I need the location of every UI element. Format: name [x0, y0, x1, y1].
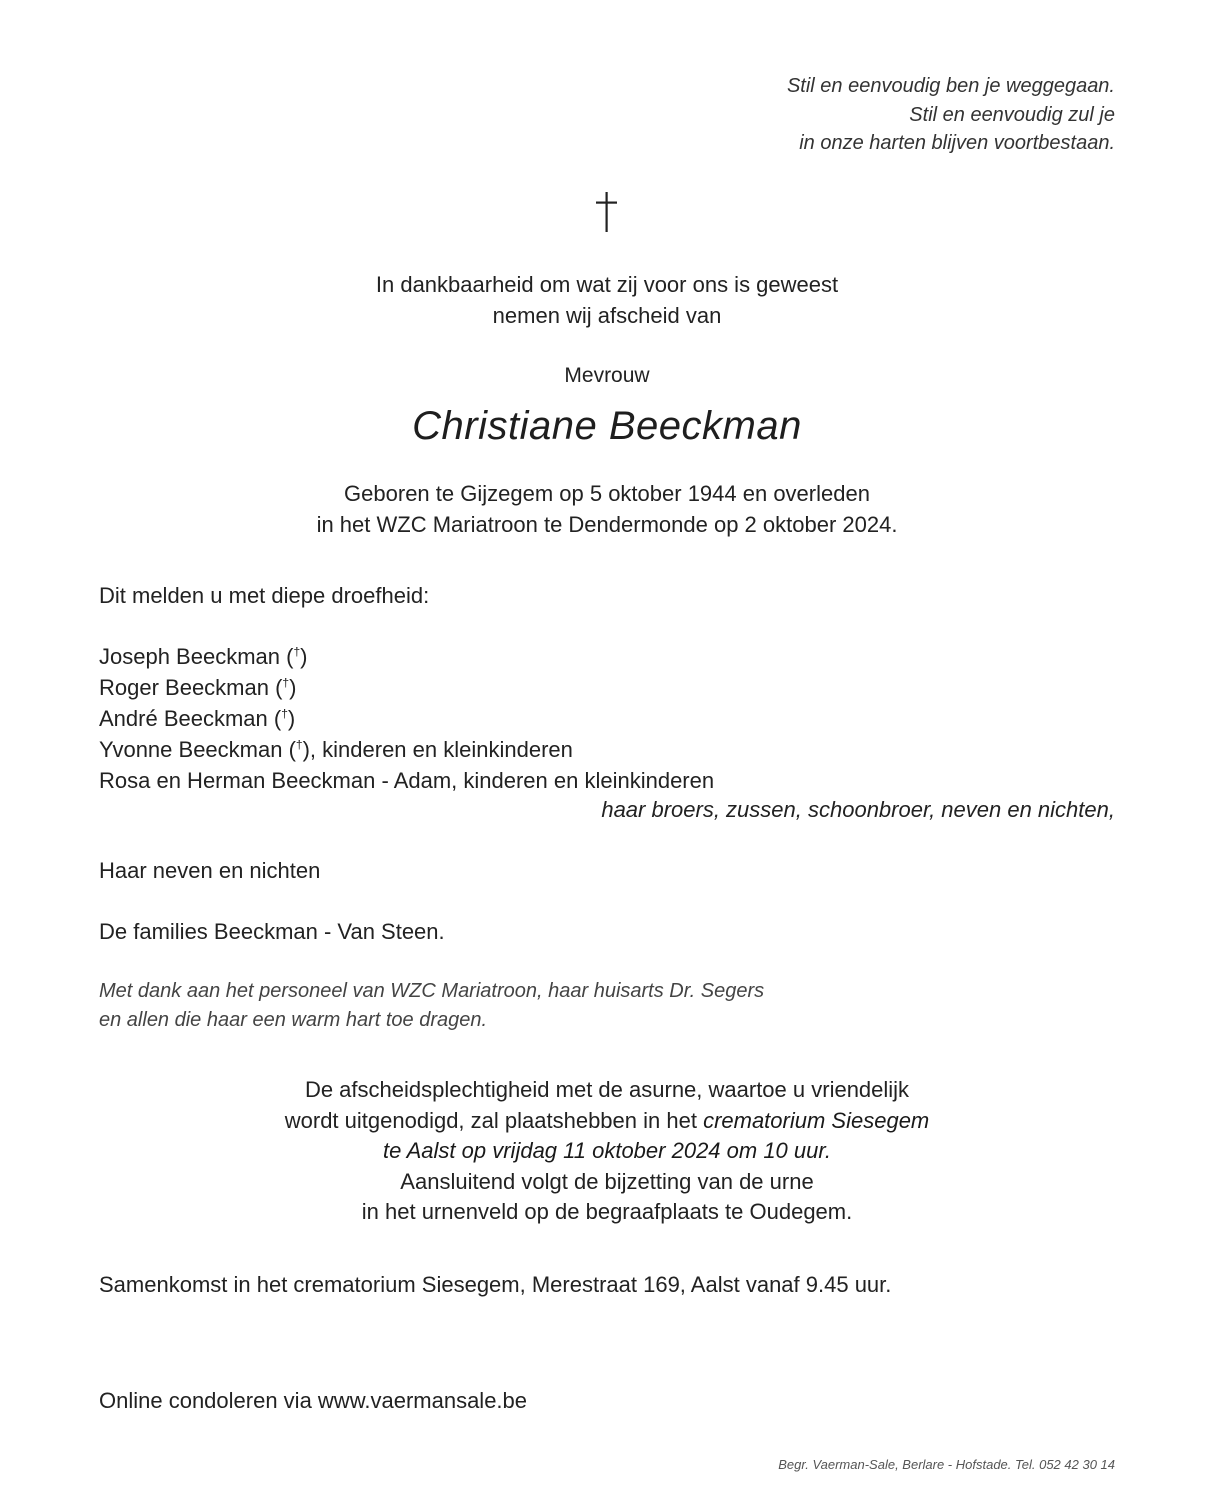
relation-line: haar broers, zussen, schoonbroer, neven en nichten,	[601, 797, 1115, 822]
announcement: Dit melden u met diepe droefheid:	[99, 583, 430, 608]
family-member: Roger Beeckman (†)	[99, 675, 297, 700]
poem-line-3: in onze harten blijven voortbestaan.	[799, 132, 1115, 154]
funeral-home-credit: Begr. Vaerman-Sale, Berlare - Hofstade. Tel. 052 42 30 14	[778, 1457, 1115, 1472]
intro-line-1: In dankbaarheid om wat zij voor ons is geweest	[375, 272, 839, 297]
family-member: Yvonne Beeckman (†), kinderen en kleinkinderen	[99, 737, 573, 762]
ceremony-line-2: wordt uitgenodigd, zal plaatshebben in het crematorium Siesegem	[284, 1107, 930, 1133]
ceremony-details	[0, 1075, 1214, 1228]
thanks-line-1: Met dank aan het personeel van WZC Mariatroon, haar huisarts Dr. Segers	[99, 980, 765, 1002]
poem-line-1: Stil en eenvoudig ben je weggegaan.	[786, 75, 1115, 97]
birth-details	[0, 478, 1214, 540]
ceremony-line-5: in het urnenveld op de begraafplaats te Oudegem.	[361, 1199, 853, 1224]
family-member: Rosa en Herman Beeckman - Adam, kinderen en kleinkinderen	[99, 768, 715, 793]
poem	[787, 72, 1115, 158]
thanks-note	[99, 977, 764, 1034]
ceremony-line-1: De afscheidsplechtigheid met de asurne, waartoe u vriendelijk	[304, 1077, 910, 1102]
intro	[0, 269, 1214, 331]
families-line: De families Beeckman - Van Steen.	[99, 919, 445, 944]
deceased-title: Mevrouw	[564, 364, 650, 387]
birth-line-1: Geboren te Gijzegem op 5 oktober 1944 en overleden	[344, 481, 870, 506]
meeting-info: Samenkomst in het crematorium Siesegem, Merestraat 169, Aalst vanaf 9.45 uur.	[99, 1272, 892, 1297]
family-member: André Beeckman (†)	[99, 706, 296, 731]
family-member: Joseph Beeckman (†)	[99, 644, 308, 669]
poem-line-2: Stil en eenvoudig zul je	[909, 103, 1115, 126]
thanks-line-2: en allen die haar een warm hart toe dragen.	[99, 1008, 488, 1031]
birth-line-2: in het WZC Mariatroon te Dendermonde op 2 oktober 2024.	[316, 512, 898, 537]
online-condolence: Online condoleren via www.vaermansale.be	[99, 1388, 528, 1413]
deceased-name: Christiane Beeckman	[412, 404, 802, 448]
cross-icon	[0, 192, 1214, 242]
ceremony-line-3: te Aalst op vrijdag 11 oktober 2024 om 10 uur.	[382, 1138, 831, 1163]
intro-line-2: nemen wij afscheid van	[492, 303, 722, 328]
family-list	[99, 641, 714, 796]
nephews-line: Haar neven en nichten	[99, 858, 321, 883]
ceremony-line-4: Aansluitend volgt de bijzetting van de urne	[400, 1168, 814, 1194]
